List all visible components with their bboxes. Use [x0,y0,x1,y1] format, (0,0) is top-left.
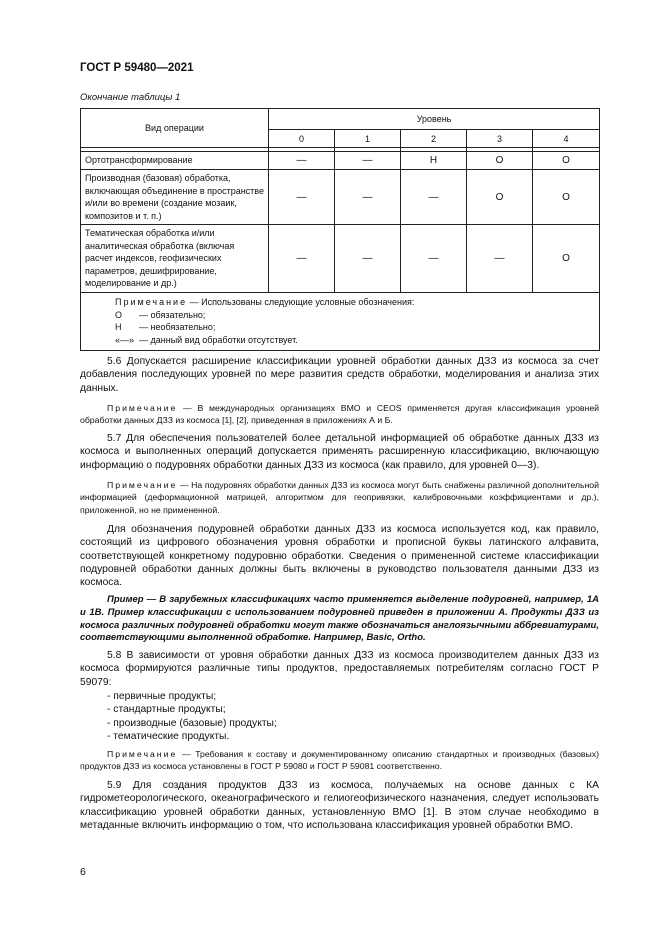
cell-value: — [401,225,467,293]
level-4: 4 [533,130,600,148]
document-header: ГОСТ Р 59480—2021 [80,62,194,74]
legend-text: — обязательно; [139,309,206,320]
product-list [107,690,587,743]
table-caption: Окончание таблицы 1 [80,92,181,103]
legend-symbol: О [115,309,123,320]
cell-value: — [335,225,401,293]
cell-value: Н [401,152,467,170]
cell-value: — [467,225,533,293]
cell-value: О [533,170,600,225]
row-operation: Производная (базовая) обработка, включающая объединение в пространстве и/или во времени (создание мозаик, композитов и т. п.) [81,170,269,225]
page-number: 6 [80,866,86,878]
list-item: - стандартные продукты; [107,704,226,716]
paragraph-5-9: 5.9 Для создания продуктов ДЗЗ из космоса, получаемых на основе данных с КА гидрометеорологического, океанографического и гелиогеофизического назначения, следует использовать классификацию уровней обработки данных, установленную ВМО [1]. В этом случае необходимо в метаданные включить информацию о том, что использована классификация уровней обработки ВМО. [80,780,599,831]
note-5-7: Примечание — На подуровнях обработки данных ДЗЗ из космоса могут быть снабжены различной дополнительной информацией (деформационной матрицей, алгоритмом для геопривязки, калибровочными коэффициентами и др.), приложенной, но не примененной. [80,480,599,515]
legend-symbol: «—» [115,334,135,345]
note-intro: — Использованы следующие условные обозначения: [187,297,415,307]
levels-table [80,108,600,351]
row-operation: Ортотрансформирование [81,152,269,170]
cell-value: О [533,152,600,170]
paragraph-5-6: 5.6 Допускается расширение классификации уровней обработки данных ДЗЗ из космоса за счет добавления последующих уровней по мере развития средств обработки, моделирования и анализа этих данных. [80,356,599,394]
level-2: 2 [401,130,467,148]
cell-value: О [467,170,533,225]
table-row [81,170,600,225]
note-5-8: Примечание — Требования к составу и документированному описанию стандартных и производных (базовых) продуктов ДЗЗ из космоса установлены в ГОСТ Р 59080 и ГОСТ Р 59081 соответственно. [80,749,599,772]
paragraph-5-7: 5.7 Для обеспечения пользователей более детальной информацией об обработке данных ДЗЗ из космоса и выполненных операций допускается применять расширенную классификацию, включающую информацию о подуровнях обработки данных ДЗЗ из космоса (как правило, для уровней 0—3). [80,433,599,471]
row-operation: Тематическая обработка и/или аналитическая обработка (включая расчет индексов, геофизических параметров, дешифрирование, моделирование и др.) [81,225,269,293]
list-item: - первичные продукты; [107,691,217,702]
cell-value: — [335,170,401,225]
legend-symbol: Н [115,322,122,332]
level-1: 1 [335,130,401,148]
list-item: - тематические продукты. [107,730,230,742]
example-paragraph: Пример — В зарубежных классификациях часто применяется выделение подуровней, например, 1А и 1В. Пример классификации с использованием подуровней приведен в приложении А. Продукты ДЗЗ из космоса различных подуровней обработки могут также обозначаться англоязычными аббревиатурами, соответствующими выполненной обработке. Например, Basic, Ortho. [80,594,599,644]
cell-value: — [269,170,335,225]
paragraph-code: Для обозначения подуровней обработки данных ДЗЗ из космоса используется код, как правило, состоящий из цифрового обозначения уровня обработки и прописной буквы латинского алфавита, соответствующей конкретному подуровню обработки. Сведения о примененной системе классификации подуровней обработки данных должны быть включены в руководство пользователя данными ДЗЗ из космоса. [80,524,599,589]
legend-text: — данный вид обработки отсутствует. [139,334,298,345]
legend-text: — необязательно; [139,322,216,332]
table-row [81,225,600,293]
cell-value: О [533,225,600,293]
note-5-6: Примечание — В международных организациях ВМО и CEOS применяется другая классификация уровней обработки данных ДЗЗ из космоса [1], [2], приведенная в приложениях А и Б. [80,403,599,426]
header-level: Уровень [269,109,600,130]
cell-value: О [467,152,533,170]
cell-value: — [269,152,335,170]
level-0: 0 [269,130,335,148]
table-note [81,293,600,351]
list-item: - производные (базовые) продукты; [107,717,277,729]
header-operation: Вид операции [81,109,269,148]
paragraph-5-8: 5.8 В зависимости от уровня обработки данных ДЗЗ из космоса производителем данных ДЗЗ из космоса формируются различные типы продуктов, предоставляемых потребителям согласно ГОСТ Р 59079: [80,650,599,688]
cell-value: — [401,170,467,225]
cell-value: — [269,225,335,293]
note-label: Примечание [115,297,188,307]
level-3: 3 [467,130,533,148]
table-row [81,152,600,170]
cell-value: — [335,152,401,170]
